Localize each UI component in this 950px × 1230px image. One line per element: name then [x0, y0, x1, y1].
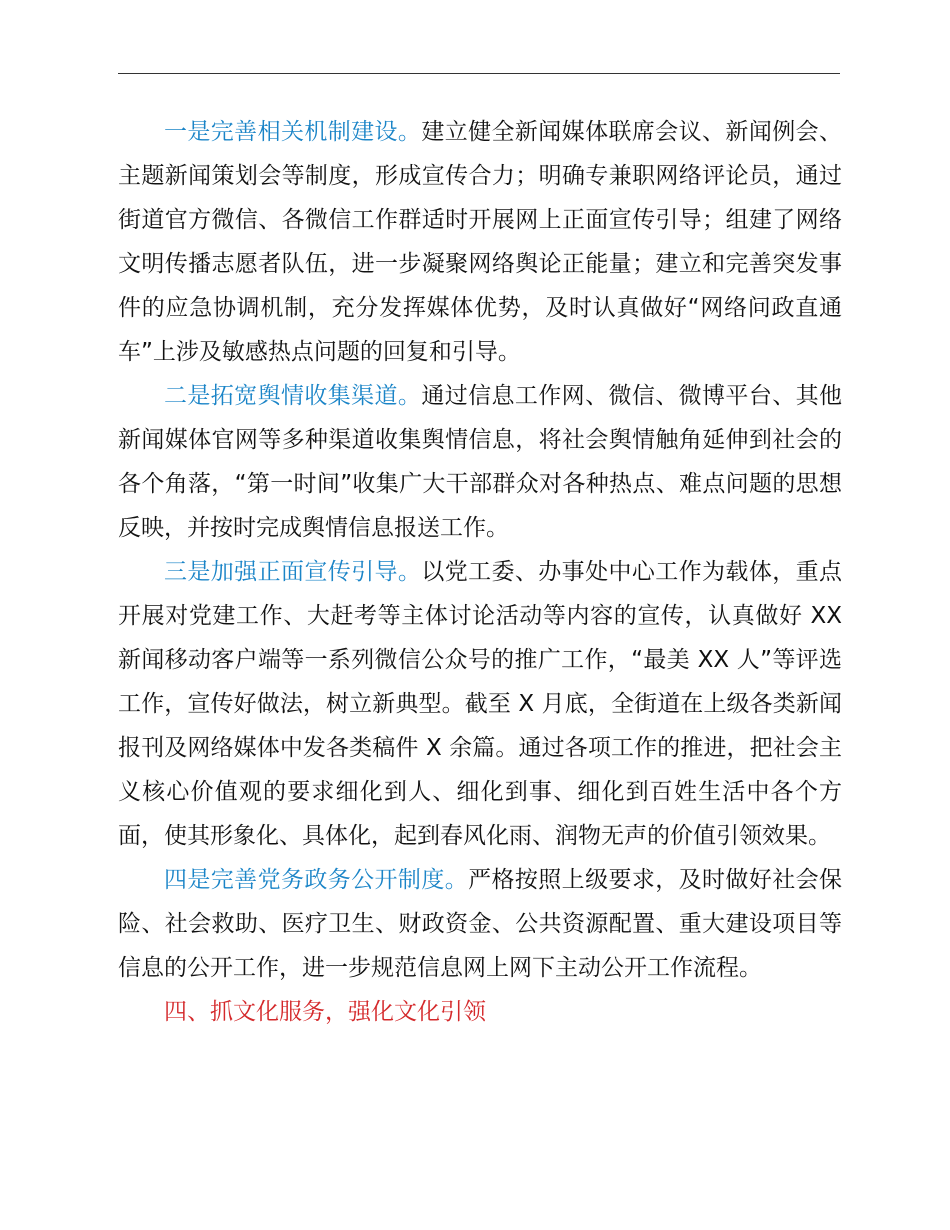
paragraph-lead: 二是拓宽舆情收集渠道。 [164, 383, 422, 409]
paragraph-public-opinion [118, 374, 842, 550]
paragraph-publicity [118, 550, 842, 858]
paragraph-text: 通过信息工作网、微信、微博平台、其他新闻媒体官网等多种渠道收集舆情信息，将社会舆情触角延伸到社会的各个角落，“第一时间”收集广大干部群众对各种热点、难点问题的思想反映，并按时完成舆情信息报送工作。 [118, 383, 843, 541]
paragraph-text: 以党工委、办事处中心工作为载体，重点开展对党建工作、大赶考等主体讨论活动等内容的宣传，认真做好 XX 新闻移动客户端等一系列微信公众号的推广工作，“最美 XX 人”等评选工作，宣传好做法，树立新典型。截至 X 月底，全街道在上级各类新闻报刊及网络媒体中发各类稿件 X 余篇。通过各项工作的推进，把社会主义核心价值观的要求细化到人、细化到事、细化到百姓生活中各个方面，使其形象化、具体化，起到春风化雨、润物无声的价值引领效果。 [118, 559, 843, 849]
paragraph-lead: 一是完善相关机制建设。 [164, 119, 422, 145]
paragraph-text: 严格按照上级要求，及时做好社会保险、社会救助、医疗卫生、财政资金、公共资源配置、重大建设项目等信息的公开工作，进一步规范信息网上网下主动公开工作流程。 [118, 867, 843, 981]
paragraph-text: 建立健全新闻媒体联席会议、新闻例会、主题新闻策划会等制度，形成宣传合力；明确专兼职网络评论员，通过街道官方微信、各微信工作群适时开展网上正面宣传引导；组建了网络文明传播志愿者队伍，进一步凝聚网络舆论正能量；建立和完善突发事件的应急协调机制，充分发挥媒体优势，及时认真做好“网络问政直通车”上涉及敏感热点问题的回复和引导。 [118, 119, 843, 365]
section-heading: 四、抓文化服务，强化文化引领 [164, 999, 486, 1025]
paragraph-mechanism [118, 110, 842, 374]
paragraph-lead: 四是完善党务政务公开制度。 [164, 867, 469, 893]
paragraph-lead: 三是加强正面宣传引导。 [164, 559, 422, 585]
header-rule [118, 73, 840, 74]
paragraph-transparency [118, 858, 842, 990]
document-body [118, 110, 842, 1034]
